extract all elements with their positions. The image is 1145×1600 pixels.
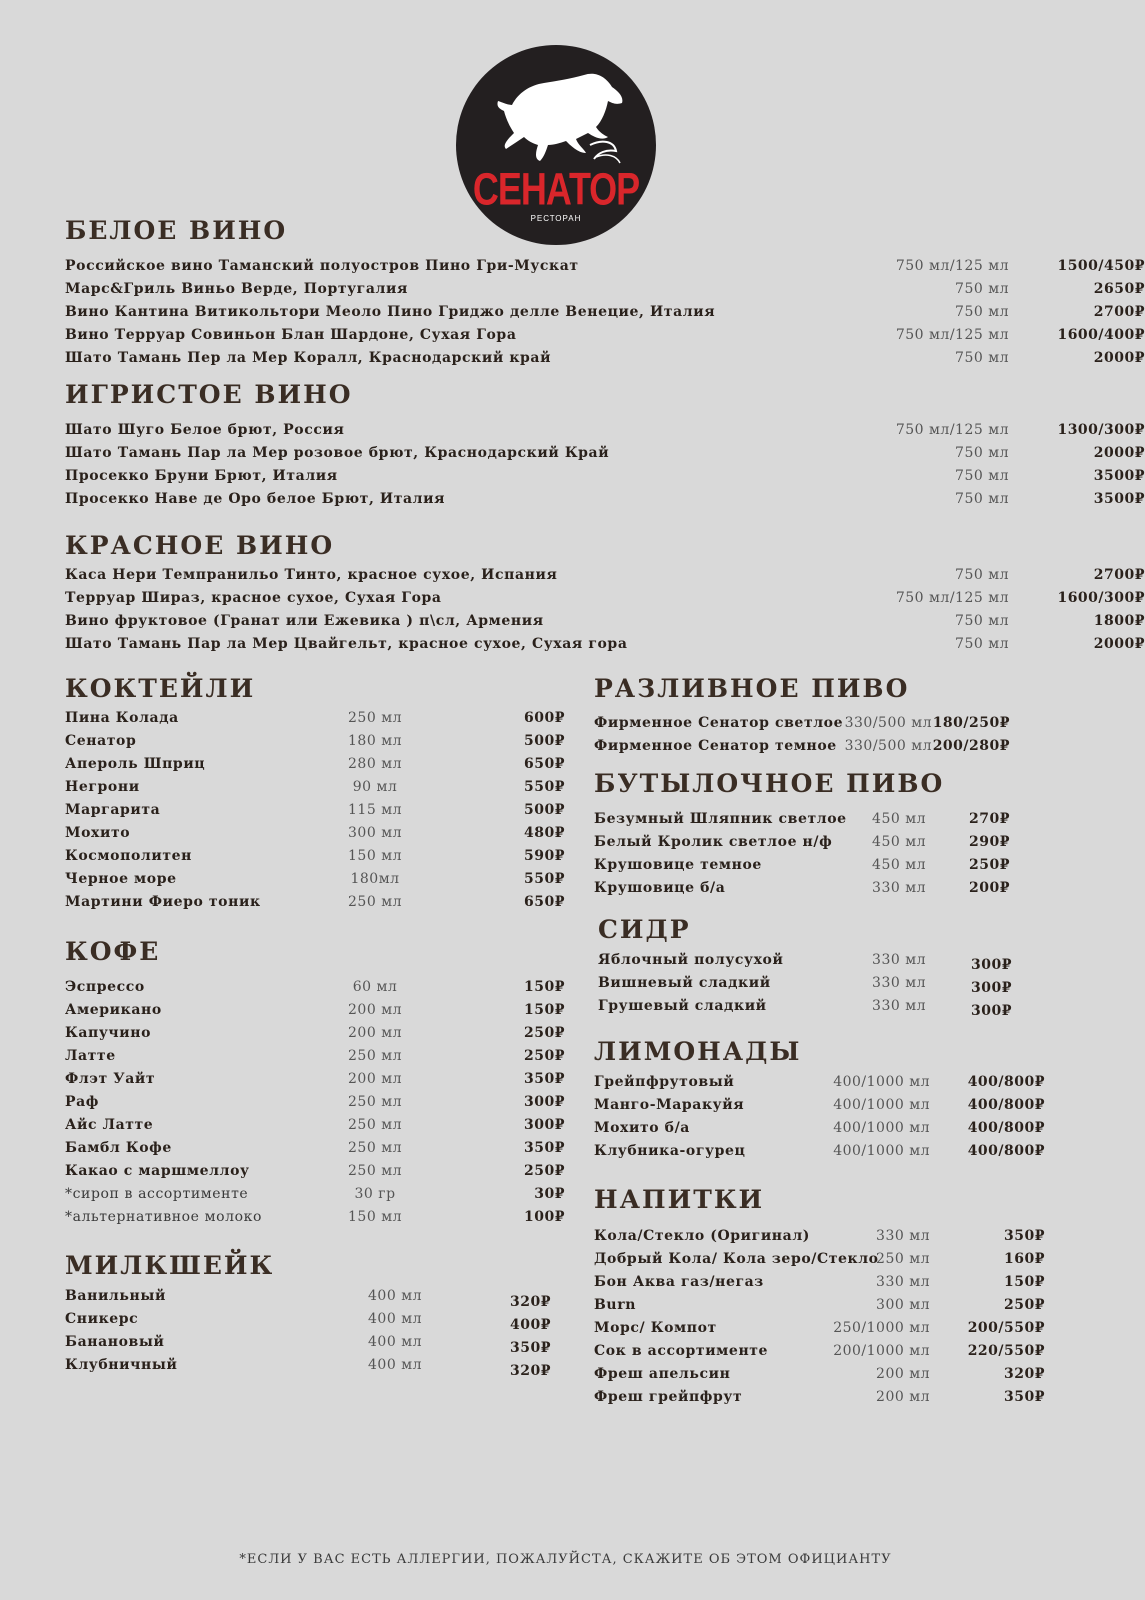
list-item — [65, 1137, 565, 1160]
item-volume: 250 мл — [348, 710, 402, 726]
list-item — [65, 1114, 565, 1137]
list-item — [65, 799, 565, 822]
item-name: Манго-Маракуйя — [594, 1097, 745, 1113]
item-price: 160₽ — [1004, 1251, 1045, 1267]
item-price: 2000₽ — [1093, 445, 1145, 461]
item-volume: 90 мл — [352, 779, 398, 795]
list-item — [65, 1068, 565, 1091]
item-price: 2650₽ — [1093, 281, 1145, 297]
list-item — [65, 610, 1145, 633]
item-volume: 250 мл — [348, 1163, 402, 1179]
cocktails-list — [65, 707, 565, 914]
item-name: Марс&Гриль Виньо Верде, Португалия — [65, 281, 408, 297]
list-item — [65, 1022, 565, 1045]
draft-beer-list — [594, 712, 1024, 758]
list-item — [65, 822, 565, 845]
list-item — [594, 1248, 1054, 1271]
cider-list — [598, 949, 1028, 1018]
item-name: Каса Нери Темпранильо Тинто, красное сухое, Испания — [65, 567, 558, 583]
item-name: Фреш апельсин — [594, 1366, 731, 1382]
item-price: 200/280₽ — [932, 738, 1010, 754]
item-volume: 750 мл — [955, 350, 1009, 366]
item-volume: 300 мл — [348, 825, 402, 841]
item-price: 150₽ — [1004, 1274, 1045, 1290]
item-name: Российское вино Таманский полуостров Пино Гри-Мускат — [65, 258, 579, 274]
item-name: Безумный Шляпник светлое — [594, 811, 847, 827]
list-item — [594, 808, 1024, 831]
item-price: 250₽ — [524, 1048, 565, 1064]
item-name: Вишневый сладкий — [598, 975, 771, 991]
item-name: Космополитен — [65, 848, 192, 864]
item-name: Фреш грейпфрут — [594, 1389, 743, 1405]
item-price: 3500₽ — [1093, 468, 1145, 484]
item-volume: 750 мл — [955, 281, 1009, 297]
draft-beer-title: РАЗЛИВНОЕ ПИВО — [594, 674, 910, 703]
item-volume: 30 гр — [354, 1186, 396, 1202]
logo-subtitle: РЕСТОРАН — [530, 214, 582, 223]
item-volume: 330/500 мл — [844, 715, 932, 731]
item-name: Фирменное Сенатор темное — [594, 738, 837, 754]
item-price: 300₽ — [524, 1117, 565, 1133]
list-item — [65, 587, 1145, 610]
item-volume: 200/1000 мл — [833, 1343, 930, 1359]
list-item — [65, 976, 565, 999]
item-price: 200/550₽ — [967, 1320, 1045, 1336]
item-price: 150₽ — [524, 979, 565, 995]
item-name: Сенатор — [65, 733, 137, 749]
white-wine-list — [65, 255, 1145, 370]
item-volume: 750 мл/125 мл — [895, 327, 1009, 343]
list-item — [65, 255, 1145, 278]
list-item — [65, 278, 1145, 301]
item-volume: 330 мл — [872, 998, 926, 1014]
item-name: Клубника-огурец — [594, 1143, 746, 1159]
item-volume: 250 мл — [348, 1140, 402, 1156]
item-volume: 330 мл — [872, 975, 926, 991]
list-item — [594, 1363, 1054, 1386]
item-volume: 330 мл — [872, 880, 926, 896]
item-price: 200₽ — [969, 880, 1010, 896]
item-volume: 400 мл — [368, 1288, 422, 1304]
list-item — [65, 633, 1145, 656]
item-price: 320₽ — [510, 1294, 551, 1310]
item-name: Бон Аква газ/негаз — [594, 1274, 764, 1290]
item-name: Бамбл Кофе — [65, 1140, 172, 1156]
item-price: 480₽ — [524, 825, 565, 841]
logo-name: СЕНАТОР — [472, 163, 640, 215]
item-volume: 330 мл — [872, 952, 926, 968]
list-item — [594, 1317, 1054, 1340]
item-volume: 450 мл — [872, 857, 926, 873]
item-volume: 280 мл — [348, 756, 402, 772]
item-volume: 750 мл — [955, 567, 1009, 583]
item-price: 350₽ — [524, 1071, 565, 1087]
item-price: 590₽ — [524, 848, 565, 864]
item-price: 550₽ — [524, 779, 565, 795]
list-item — [65, 868, 565, 891]
list-item — [65, 1160, 565, 1183]
item-price: 250₽ — [524, 1163, 565, 1179]
item-volume: 750 мл — [955, 636, 1009, 652]
item-volume: 450 мл — [872, 834, 926, 850]
item-volume: 750 мл — [955, 304, 1009, 320]
cocktails-title: КОКТЕЙЛИ — [65, 674, 256, 703]
item-name: Вино Терруар Совиньон Блан Шардоне, Сухая Гора — [65, 327, 517, 343]
milkshake-list — [65, 1285, 551, 1379]
list-item — [65, 753, 565, 776]
item-price: 3500₽ — [1093, 491, 1145, 507]
item-price: 2000₽ — [1093, 636, 1145, 652]
list-item — [594, 1386, 1054, 1409]
item-name: Мохито — [65, 825, 131, 841]
item-price: 400/800₽ — [967, 1097, 1045, 1113]
list-item — [65, 1331, 551, 1356]
item-volume: 750 мл/125 мл — [895, 258, 1009, 274]
item-price: 400₽ — [510, 1317, 551, 1333]
list-item — [65, 324, 1145, 347]
list-item — [65, 1183, 565, 1206]
item-price: 150₽ — [524, 1002, 565, 1018]
item-price: 270₽ — [969, 811, 1010, 827]
item-name: Сок в ассортименте — [594, 1343, 769, 1359]
list-item — [65, 707, 565, 730]
item-price: 400/800₽ — [967, 1074, 1045, 1090]
list-item — [65, 1045, 565, 1068]
item-volume: 400/1000 мл — [833, 1143, 930, 1159]
item-volume: 330/500 мл — [844, 738, 932, 754]
list-item — [65, 419, 1145, 442]
list-item — [65, 564, 1145, 587]
list-item — [594, 1225, 1054, 1248]
item-volume: 400 мл — [368, 1334, 422, 1350]
item-name: *альтернативное молоко — [65, 1209, 263, 1225]
item-volume: 250 мл — [876, 1251, 930, 1267]
item-name: Мохито б/а — [594, 1120, 690, 1136]
item-volume: 200 мл — [876, 1366, 930, 1382]
item-price: 250₽ — [1004, 1297, 1045, 1313]
item-name: Фирменное Сенатор светлое — [594, 715, 844, 731]
item-price: 1600/400₽ — [1057, 327, 1145, 343]
item-price: 400/800₽ — [967, 1120, 1045, 1136]
item-price: 650₽ — [524, 894, 565, 910]
item-volume: 200 мл — [348, 1025, 402, 1041]
coffee-title: КОФЕ — [65, 937, 161, 966]
item-price: 2700₽ — [1093, 567, 1145, 583]
item-name: Раф — [65, 1094, 100, 1110]
bottled-beer-list — [594, 808, 1024, 900]
item-volume: 200 мл — [876, 1389, 930, 1405]
item-name: Капучино — [65, 1025, 152, 1041]
item-name: Шато Тамань Пар ла Мер Цвайгельт, красное сухое, Сухая гора — [65, 636, 628, 652]
coffee-list — [65, 976, 565, 1229]
cider-title: СИДР — [598, 915, 691, 944]
item-price: 2700₽ — [1093, 304, 1145, 320]
item-volume: 200 мл — [348, 1071, 402, 1087]
list-item — [594, 1271, 1054, 1294]
item-volume: 400/1000 мл — [833, 1074, 930, 1090]
item-name: Вино фруктовое (Гранат или Ежевика ) п\сл, Армения — [65, 613, 544, 629]
list-item — [594, 1294, 1054, 1317]
item-name: Флэт Уайт — [65, 1071, 156, 1087]
sparkling-wine-list — [65, 419, 1145, 511]
item-price: 1800₽ — [1093, 613, 1145, 629]
item-volume: 250 мл — [348, 894, 402, 910]
item-name: Кола/Стекло (Оригинал) — [594, 1228, 811, 1244]
list-item — [598, 995, 1028, 1018]
item-volume: 330 мл — [876, 1274, 930, 1290]
list-item — [65, 301, 1145, 324]
item-name: *сироп в ассортименте — [65, 1186, 249, 1202]
item-price: 350₽ — [510, 1340, 551, 1356]
list-item — [65, 1206, 565, 1229]
item-name: Морс/ Компот — [594, 1320, 717, 1336]
list-item — [65, 776, 565, 799]
drinks-title: НАПИТКИ — [594, 1185, 765, 1214]
item-name: Яблочный полусухой — [598, 952, 784, 968]
item-volume: 750 мл — [955, 491, 1009, 507]
list-item — [65, 1285, 551, 1310]
list-item — [594, 735, 1024, 758]
list-item — [594, 831, 1024, 854]
item-volume: 330 мл — [876, 1228, 930, 1244]
list-item — [598, 949, 1028, 972]
list-item — [65, 730, 565, 753]
lemonades-list — [594, 1071, 1054, 1163]
item-price: 180/250₽ — [932, 715, 1010, 731]
item-volume: 180мл — [350, 871, 400, 887]
item-name: Шато Шуго Белое брют, Россия — [65, 422, 345, 438]
item-price: 350₽ — [524, 1140, 565, 1156]
item-name: Ванильный — [65, 1288, 166, 1304]
item-price: 320₽ — [510, 1363, 551, 1379]
item-volume: 400 мл — [368, 1311, 422, 1327]
item-name: Шато Тамань Пер ла Мер Коралл, Краснодарский край — [65, 350, 552, 366]
list-item — [65, 1308, 551, 1333]
item-name: Вино Кантина Витикольтори Меоло Пино Гриджо делле Венецие, Италия — [65, 304, 716, 320]
item-price: 320₽ — [1004, 1366, 1045, 1382]
item-volume: 60 мл — [352, 979, 398, 995]
item-name: Негрони — [65, 779, 140, 795]
item-name: Какао с маршмеллоу — [65, 1163, 250, 1179]
list-item — [594, 1117, 1054, 1140]
list-item — [65, 891, 565, 914]
item-volume: 750 мл/125 мл — [895, 422, 1009, 438]
item-volume: 400/1000 мл — [833, 1097, 930, 1113]
list-item — [65, 465, 1145, 488]
item-name: Терруар Шираз, красное сухое, Сухая Гора — [65, 590, 442, 606]
white-wine-title: БЕЛОЕ ВИНО — [65, 216, 288, 245]
sparkling-wine-title: ИГРИСТОЕ ВИНО — [65, 380, 353, 409]
item-price: 2000₽ — [1093, 350, 1145, 366]
item-price: 300₽ — [971, 1003, 1012, 1019]
item-price: 30₽ — [534, 1186, 565, 1202]
item-price: 500₽ — [524, 802, 565, 818]
drinks-list — [594, 1225, 1054, 1409]
item-name: Крушовице темное — [594, 857, 762, 873]
item-name: Мартини Фиеро тоник — [65, 894, 261, 910]
item-price: 350₽ — [1004, 1389, 1045, 1405]
item-name: Добрый Кола/ Кола зеро/Стекло — [594, 1251, 879, 1267]
item-name: Банановый — [65, 1334, 165, 1350]
item-price: 290₽ — [969, 834, 1010, 850]
list-item — [594, 712, 1024, 735]
item-price: 220/550₽ — [967, 1343, 1045, 1359]
item-name: Сникерс — [65, 1311, 139, 1327]
item-name: Черное море — [65, 871, 177, 887]
restaurant-logo — [456, 45, 656, 245]
item-name: Burn — [594, 1297, 636, 1313]
item-volume: 250 мл — [348, 1094, 402, 1110]
item-name: Просекко Наве де Оро белое Брют, Италия — [65, 491, 446, 507]
item-volume: 750 мл — [955, 613, 1009, 629]
list-item — [594, 1094, 1054, 1117]
item-name: Крушовице б/а — [594, 880, 726, 896]
item-volume: 300 мл — [876, 1297, 930, 1313]
item-volume: 150 мл — [348, 1209, 402, 1225]
item-price: 400/800₽ — [967, 1143, 1045, 1159]
list-item — [65, 488, 1145, 511]
item-name: Апероль Шприц — [65, 756, 206, 772]
item-volume: 250 мл — [348, 1048, 402, 1064]
list-item — [65, 845, 565, 868]
item-volume: 180 мл — [348, 733, 402, 749]
list-item — [594, 1071, 1054, 1094]
list-item — [598, 972, 1028, 995]
bottled-beer-title: БУТЫЛОЧНОЕ ПИВО — [594, 769, 945, 798]
item-price: 300₽ — [971, 980, 1012, 996]
item-price: 1300/300₽ — [1057, 422, 1145, 438]
list-item — [594, 1140, 1054, 1163]
list-item — [594, 1340, 1054, 1363]
item-volume: 750 мл/125 мл — [895, 590, 1009, 606]
item-name: Маргарита — [65, 802, 161, 818]
item-volume: 115 мл — [348, 802, 402, 818]
item-name: Пина Колада — [65, 710, 179, 726]
item-price: 650₽ — [524, 756, 565, 772]
milkshake-title: МИЛКШЕЙК — [65, 1251, 275, 1280]
item-name: Айс Латте — [65, 1117, 154, 1133]
list-item — [65, 442, 1145, 465]
item-volume: 750 мл — [955, 445, 1009, 461]
item-name: Эспрессо — [65, 979, 145, 995]
item-volume: 200 мл — [348, 1002, 402, 1018]
item-name: Грейпфрутовый — [594, 1074, 735, 1090]
item-name: Клубничный — [65, 1357, 178, 1373]
list-item — [65, 999, 565, 1022]
list-item — [594, 877, 1024, 900]
item-price: 550₽ — [524, 871, 565, 887]
item-price: 1600/300₽ — [1057, 590, 1145, 606]
list-item — [65, 1354, 551, 1379]
item-price: 600₽ — [524, 710, 565, 726]
item-price: 300₽ — [971, 957, 1012, 973]
item-name: Белый Кролик светлое н/ф — [594, 834, 833, 850]
item-volume: 150 мл — [348, 848, 402, 864]
item-price: 500₽ — [524, 733, 565, 749]
item-name: Латте — [65, 1048, 116, 1064]
item-price: 250₽ — [969, 857, 1010, 873]
item-volume: 250/1000 мл — [833, 1320, 930, 1336]
item-volume: 400 мл — [368, 1357, 422, 1373]
red-wine-title: КРАСНОЕ ВИНО — [65, 531, 335, 560]
red-wine-list — [65, 564, 1145, 656]
item-volume: 400/1000 мл — [833, 1120, 930, 1136]
allergy-note: *ЕСЛИ У ВАС ЕСТЬ АЛЛЕРГИИ, ПОЖАЛУЙСТА, СКАЖИТЕ ОБ ЭТОМ ОФИЦИАНТУ — [239, 1552, 892, 1567]
item-price: 350₽ — [1004, 1228, 1045, 1244]
item-price: 250₽ — [524, 1025, 565, 1041]
list-item — [594, 854, 1024, 877]
item-price: 300₽ — [524, 1094, 565, 1110]
item-volume: 750 мл — [955, 468, 1009, 484]
lemonades-title: ЛИМОНАДЫ — [594, 1037, 802, 1066]
list-item — [65, 1091, 565, 1114]
item-name: Грушевый сладкий — [598, 998, 767, 1014]
item-name: Просекко Бруни Брют, Италия — [65, 468, 338, 484]
item-volume: 250 мл — [348, 1117, 402, 1133]
list-item — [65, 347, 1145, 370]
item-name: Американо — [65, 1002, 162, 1018]
item-price: 100₽ — [524, 1209, 565, 1225]
item-name: Шато Тамань Пар ла Мер розовое брют, Краснодарский Край — [65, 445, 610, 461]
item-volume: 450 мл — [872, 811, 926, 827]
item-price: 1500/450₽ — [1057, 258, 1145, 274]
